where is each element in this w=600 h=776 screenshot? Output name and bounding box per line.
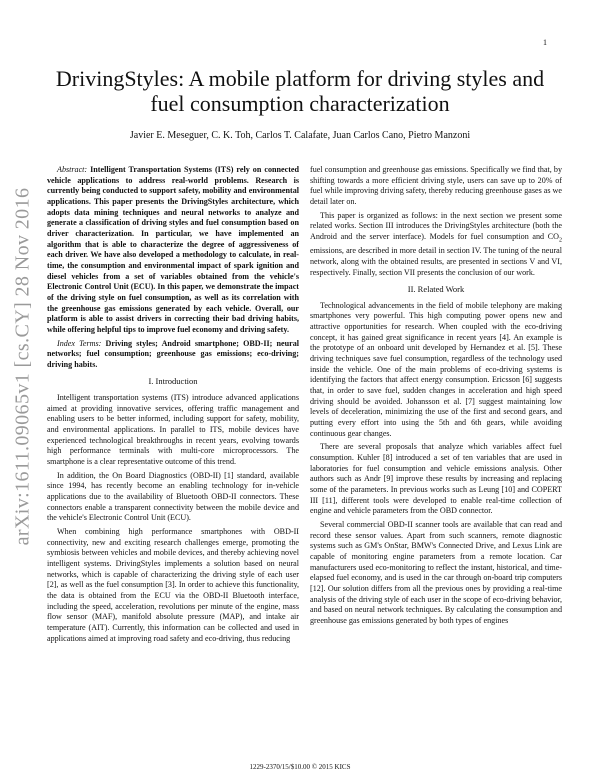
paragraph — [310, 211, 562, 279]
paragraph: When combining high performance smartphones with OBD-II connectivity, new and exciting research challenges emerge, promoting the symbiosis between vehicles and mobile devices, and thereby achieving novel intelligent systems. DrivingStyles implements a solution based on neural networks, which is capable of characterizing the driving style of each user [2], as well as the fuel consumption [3]. In order to achieve this functionality, the data is obtained from the ECU via the OBD-II Bluetooth interface, including the speed, acceleration, revolutions per minute of the engine, mass flow sensor (MAF), manifold absolute pressure (MAP), and intake air temperature (AIT). Currently, this information can be collected and used in applications aimed at improving road safety and eco-driving, thus reducing — [47, 527, 299, 643]
paragraph: In addition, the On Board Diagnostics (OBD-II) [1] standard, available since 1994, has recently become an enabling technology for in-vehicle applications due to the availability of Bluetooth OBD-II connectors. These connectors enable a transparent connectivity between the mobile device and the vehicle's Electronic Control Unit (ECU). — [47, 470, 299, 523]
paragraph: Technological advancements in the field of mobile telephony are making smartphones very powerful. This high computing power opens new and attractive opportunities for research. When coupled with the eco-driving concept, it has gained great significance in recent years [4]. An example is the prototype of an onboard unit developed by Hernandez et al. [5]. These driving techniques save fuel consumption, regardless of the technology used inside the vehicle. One of the main problems of eco-driving systems is identifying the factors that affect energy consumption. Ericsson [6] suggests that, in order to save fuel, sudden changes in acceleration and high speed driving should be avoided. Johansson et al. [7] suggest maintaining low levels of deceleration, minimizing the use of the first and second gears, and putting every effort into using the 5th and 6th gears, while avoiding continuous gear changes. — [310, 300, 562, 438]
footer-copyright: 1229-2370/15/$10.00 © 2015 KICS — [249, 763, 351, 771]
left-column — [47, 165, 299, 647]
paragraph: There are several proposals that analyze which variables affect fuel consumption. Kuhler [8] introduced a set of ten variables that are used in laboratories for fuel consumption and vehicle emissions analysis. Other authors such as Andr [9] improve these results by increasing and replacing some of the parameters. In previous works such as Leung [10] and COPERT III [11], different tools were developed to enable real-time collection of engine and vehicle parameters from the OBD connector. — [310, 442, 562, 516]
index-terms — [47, 339, 299, 371]
arxiv-identifier: arXiv:1611.09065v1 [cs.CY] 28 Nov 2016 — [11, 187, 34, 546]
subscript: 2 — [559, 237, 562, 244]
index-terms-label: Index Terms: — [57, 338, 102, 348]
abstract-text: Intelligent Transportation Systems (ITS) rely on connected vehicle applications to address real-world problems. Research is currently being conducted to support safety, mobility and environmental applications. This paper presents the DrivingStyles architecture, which adopts data mining techniques and neural networks to analyze and generate a classification of driving styles and fuel consumption based on driver characterization. In particular, we have implemented an algorithm that is able to characterize the degree of aggressiveness of each driver. We have also developed a methodology to calculate, in real-time, the consumption and environmental impact of spark ignition and diesel vehicles from a set of variables obtained from the vehicle's Electronic Control Unit (ECU). In this paper, we demonstrate the impact of the driving style on fuel consumption, as well as its correlation with the greenhouse gas emissions generated by each vehicle. Overall, our platform is able to assist drivers in correcting their bad driving habits, while offering helpful tips to improve fuel economy and driving safety. — [47, 165, 299, 334]
paper-title: DrivingStyles: A mobile platform for driving styles and fuel consumption characterization — [55, 66, 545, 116]
paragraph-text: emissions, are described in more detail in section IV. The tuning of the neural network, along with the obtained results, are presented in sections V and VI, respectively. Finally, section VII presents the conclusion of our work. — [310, 246, 562, 277]
section-heading-introduction: I. Introduction — [148, 376, 198, 387]
paragraph-text: This paper is organized as follows: in the next section we present some related works. Section III introduces the DrivingStyles architecture (both the Android and the server interface). Models for fuel consumption and CO — [310, 210, 562, 241]
index-terms-text: Driving styles; Android smartphone; OBD-II; neural networks; fuel consumption; greenhouse gas emissions; eco-driving; driving habits. — [47, 338, 299, 369]
page-number: 1 — [543, 38, 547, 47]
abstract-label: Abstract: — [57, 165, 88, 174]
paragraph: Intelligent transportation systems (ITS) introduce advanced applications aimed at providing innovative services, offering traffic management and enabling users to be better informed, including support for safety, mobility, and environmental applications. In parallel to ITS, mobile devices have experienced technological breakthroughs in recent years, evolving towards high performance terminals with multi-core microprocessors. The smartphone is a clear representative outcome of this trend. — [47, 393, 299, 467]
right-column — [310, 165, 562, 630]
author-list: Javier E. Meseguer, C. K. Toh, Carlos T. Calafate, Juan Carlos Cano, Pietro Manzoni — [129, 130, 471, 141]
abstract — [47, 165, 299, 336]
section-heading-related-work: II. Related Work — [407, 284, 465, 295]
paragraph: Several commercial OBD-II scanner tools are available that can read and record these sensor values. Apart from such scanners, remote diagnostic systems such as GM's OnStar, BMW's Connected Drive, and Lexus Link are capable of monitoring engine parameters from a remote location. Car manufacturers used eco-monitoring to reflect the instant, historical, and time-elapsed fuel economy, and is used in the car through on-board trip computers [12]. Our solution differs from all the previous ones by providing a real-time analysis of the driving style of each user in the scope of eco-driving behavior, and based on neural network techniques. By calculating the consumption and greenhouse gas emissions generated by both types of engines — [310, 519, 562, 625]
paragraph: fuel consumption and greenhouse gas emissions. Specifically we find that, by shifting towards a more efficient driving style, users can save up to 20% of fuel while improving driving safety, thereby reducing greenhouse gases as we detail later on. — [310, 165, 562, 206]
